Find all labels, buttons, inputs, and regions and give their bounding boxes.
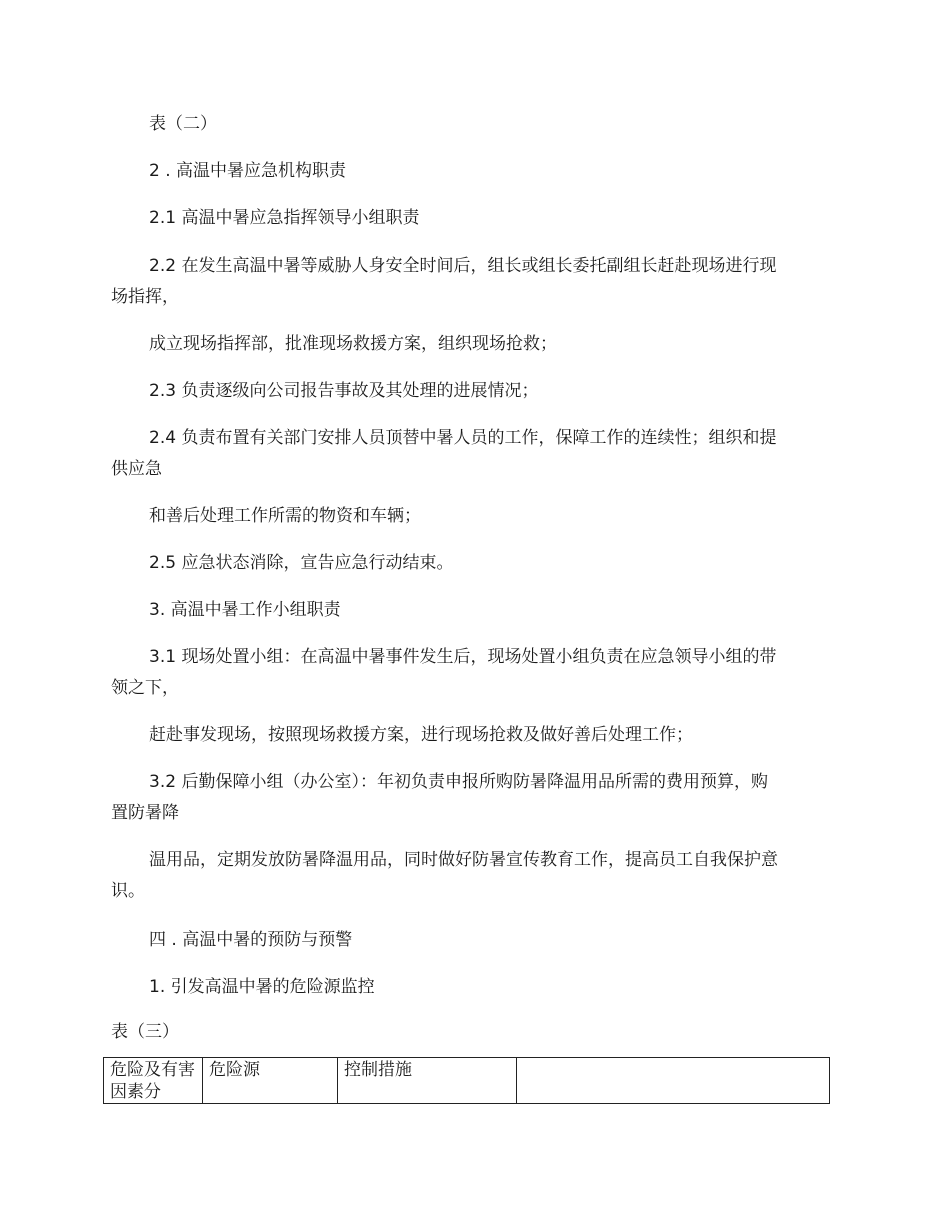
item-2-2-line1: 2.2 在发生高温中暑等威胁人身安全时间后，组长或组长委托副组长赶赴现场进行现 — [149, 256, 777, 276]
item-4-1: 1. 引发高温中暑的危险源监控 — [149, 977, 375, 997]
item-3-2-line2: 置防暑降 — [111, 803, 179, 823]
table3-caption: 表（三） — [111, 1022, 179, 1042]
item-2-1: 2.1 高温中暑应急指挥领导小组职责 — [149, 208, 420, 228]
item-2-5: 2.5 应急状态消除，宣告应急行动结束。 — [149, 553, 454, 573]
item-2-3: 2.3 负责逐级向公司报告事故及其处理的进展情况； — [149, 381, 539, 401]
table-header-cell: 控制措施 — [338, 1058, 517, 1104]
item-3-2-line4: 识。 — [111, 881, 145, 901]
table2-caption: 表（二） — [149, 114, 217, 134]
item-2-4-line3: 和善后处理工作所需的物资和车辆； — [149, 506, 421, 526]
item-2-4-line1: 2.4 负责布置有关部门安排人员顶替中暑人员的工作，保障工作的连续性；组织和提 — [149, 428, 777, 448]
table-header-cell: 危险及有害因素分 — [104, 1058, 203, 1104]
item-3-1-line3: 赶赴事发现场，按照现场救援方案，进行现场抢救及做好善后处理工作； — [149, 725, 693, 745]
item-2-2-line3: 成立现场指挥部，批准现场救援方案，组织现场抢救； — [149, 334, 557, 354]
section4-title: 四 . 高温中暑的预防与预警 — [149, 930, 353, 950]
table-header-row — [104, 1058, 830, 1104]
section3-title: 3. 高温中暑工作小组职责 — [149, 600, 341, 620]
table3 — [103, 1057, 830, 1104]
section2-title: 2 . 高温中暑应急机构职责 — [149, 161, 347, 181]
item-3-2-line3: 温用品，定期发放防暑降温用品，同时做好防暑宣传教育工作，提高员工自我保护意 — [149, 850, 778, 870]
item-3-1-line2: 领之下， — [111, 678, 179, 698]
item-2-2-line2: 场指挥， — [111, 287, 179, 307]
table-header-cell — [517, 1058, 830, 1104]
item-3-2-line1: 3.2 后勤保障小组（办公室）：年初负责申报所购防暑降温用品所需的费用预算，购 — [149, 772, 768, 792]
table-header-cell: 危险源 — [203, 1058, 338, 1104]
item-3-1-line1: 3.1 现场处置小组：在高温中暑事件发生后，现场处置小组负责在应急领导小组的带 — [149, 647, 777, 667]
item-2-4-line2: 供应急 — [111, 459, 162, 479]
